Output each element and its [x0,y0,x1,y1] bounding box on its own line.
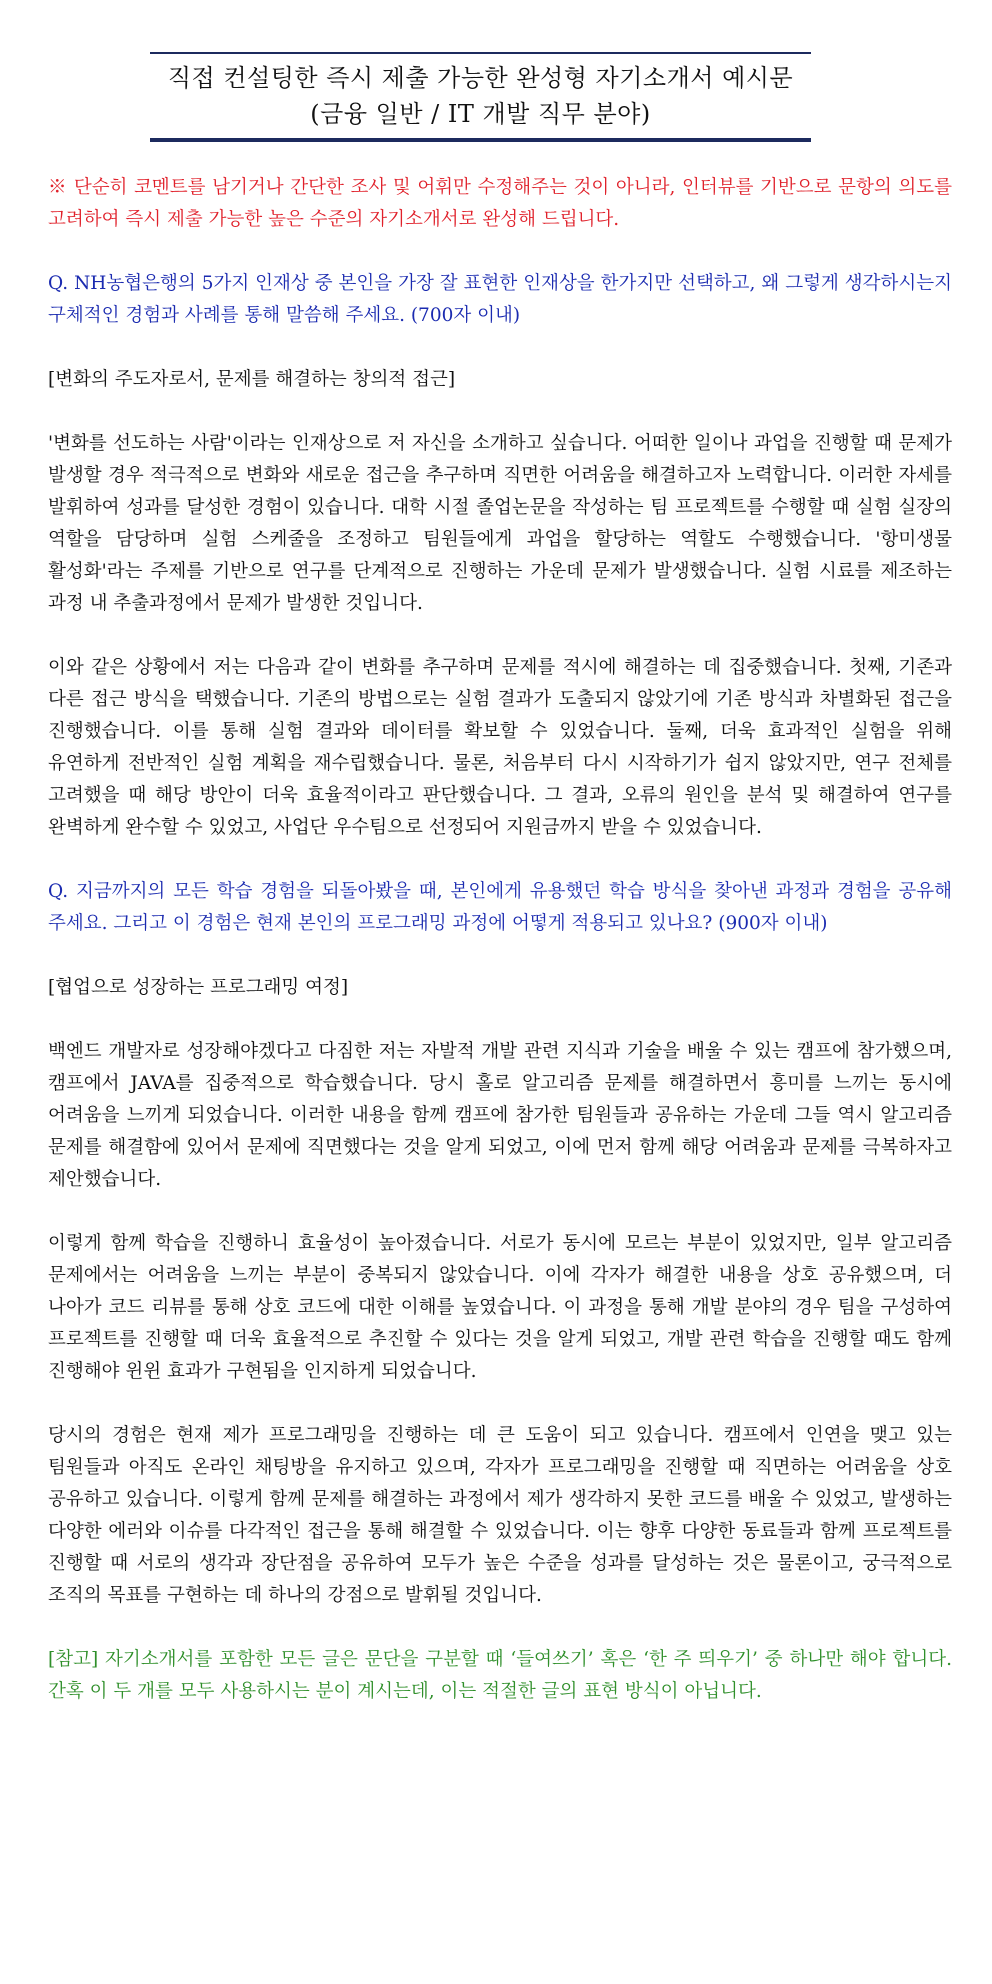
answer-2-paragraph: 백엔드 개발자로 성장해야겠다고 다짐한 저는 자발적 개발 관련 지식과 기술을 배울 수 있는 캠프에 참가했으며, 캠프에서 JAVA를 집중적으로 학습했습니다. 당시 홀로 알고리즘 문제를 해결하면서 흥미를 느끼는 동시에 어려움을 느끼게 되었습니다. 이러한 내용을 함께 캠프에 참가한 팀원들과 공유하는 가운데 그들 역시 알고리즘 문제를 해결함에 있어서 문제에 직면했다는 것을 알게 되었고, 이에 먼저 함께 해당 어려움과 문제를 극복하자고 제안했습니다. [48,1041,952,1190]
answer-2-heading: [협업으로 성장하는 프로그래밍 여정] [48,977,349,998]
question-1: Q. NH농협은행의 5가지 인재상 중 본인을 가장 잘 표현한 인재상을 한가지만 선택하고, 왜 그렇게 생각하시는지 구체적인 경험과 사례를 통해 말씀해 주세요. (700자 이내) [48,273,952,326]
answer-1-paragraph: 이와 같은 상황에서 저는 다음과 같이 변화를 추구하며 문제를 적시에 해결하는 데 집중했습니다. 첫째, 기존과 다른 접근 방식을 택했습니다. 기존의 방법으로는 실험 결과가 도출되지 않았기에 기존 방식과 차별화된 접근을 진행했습니다. 이를 통해 실험 결과와 데이터를 확보할 수 있었습니다. 둘째, 더욱 효과적인 실험을 위해 유연하게 전반적인 실험 계획을 재수립했습니다. 물론, 처음부터 다시 시작하기가 쉽지 않았지만, 연구 전체를 고려했을 때 해당 방안이 더욱 효율적이라고 판단했습니다. 그 결과, 오류의 원인을 분석 및 해결하여 연구를 완벽하게 완수할 수 있었고, 사업단 우수팀으로 선정되어 지원금까지 받을 수 있었습니다. [48,657,952,838]
title-line-sub: (금융 일반 / IT 개발 직무 분야) [310,100,651,128]
document-body [48,172,952,1740]
answer-2-paragraph: 이렇게 함께 학습을 진행하니 효율성이 높아졌습니다. 서로가 동시에 모르는 부분이 있었지만, 일부 알고리즘 문제에서는 어려움을 느끼는 부분이 중복되지 않았습니다. 이에 각자가 해결한 내용을 상호 공유했으며, 더 나아가 코드 리뷰를 통해 상호 코드에 대한 이해를 높였습니다. 이 과정을 통해 개발 분야의 경우 팀을 구성하여 프로젝트를 진행할 때 더욱 효율적으로 추진할 수 있다는 것을 알게 되었고, 개발 관련 학습을 진행할 때도 함께 진행해야 윈윈 효과가 구현됨을 인지하게 되었습니다. [48,1233,952,1382]
reference-note: [참고] 자기소개서를 포함한 모든 글은 문단을 구분할 때 ‘들여쓰기’ 혹은 ‘한 주 띄우기’ 중 하나만 해야 합니다. 간혹 이 두 개를 모두 사용하시는 분이 계시는데, 이는 적절한 글의 표현 방식이 아닙니다. [48,1649,952,1702]
answer-1-heading: [변화의 주도자로서, 문제를 해결하는 창의적 접근] [48,369,456,390]
answer-2-paragraph: 당시의 경험은 현재 제가 프로그래밍을 진행하는 데 큰 도움이 되고 있습니다. 캠프에서 인연을 맺고 있는 팀원들과 아직도 온라인 채팅방을 유지하고 있으며, 각자가 프로그래밍을 진행할 때 직면하는 어려움을 상호 공유하고 있습니다. 이렇게 함께 문제를 해결하는 과정에서 제가 생각하지 못한 코드를 배울 수 있었고, 발생하는 다양한 에러와 이슈를 다각적인 접근을 통해 해결할 수 있었습니다. 이는 향후 다양한 동료들과 함께 프로젝트를 진행할 때 서로의 생각과 장단점을 공유하여 모두가 높은 수준을 성과를 달성하는 것은 물론이고, 궁극적으로 조직의 목표를 구현하는 데 하나의 강점으로 발휘될 것입니다. [48,1425,952,1606]
answer-1-paragraph: '변화를 선도하는 사람'이라는 인재상으로 저 자신을 소개하고 싶습니다. 어떠한 일이나 과업을 진행할 때 문제가 발생할 경우 적극적으로 변화와 새로운 접근을 추구하며 직면한 어려움을 해결하고자 노력합니다. 이러한 자세를 발휘하여 성과를 달성한 경험이 있습니다. 대학 시절 졸업논문을 작성하는 팀 프로젝트를 수행할 때 실험 실장의 역할을 담당하며 실험 스케줄을 조정하고 팀원들에게 과업을 할당하는 역할도 수행했습니다. '항미생물 활성화'라는 주제를 기반으로 연구를 단계적으로 진행하는 가운데 문제가 발생했습니다. 실험 시료를 제조하는 과정 내 추출과정에서 문제가 발생한 것입니다. [48,433,952,614]
title-line-main: 직접 컨설팅한 즉시 제출 가능한 완성형 자기소개서 예시문 [167,64,794,92]
service-notice: ※ 단순히 코멘트를 남기거나 간단한 조사 및 어휘만 수정해주는 것이 아니라, 인터뷰를 기반으로 문항의 의도를 고려하여 즉시 제출 가능한 높은 수준의 자기소개서로 완성해 드립니다. [48,177,952,230]
question-2: Q. 지금까지의 모든 학습 경험을 되돌아봤을 때, 본인에게 유용했던 학습 방식을 찾아낸 과정과 경험을 공유해 주세요. 그리고 이 경험은 현재 본인의 프로그래밍 과정에 어떻게 적용되고 있나요? (900자 이내) [48,881,952,934]
document-title [150,52,811,142]
